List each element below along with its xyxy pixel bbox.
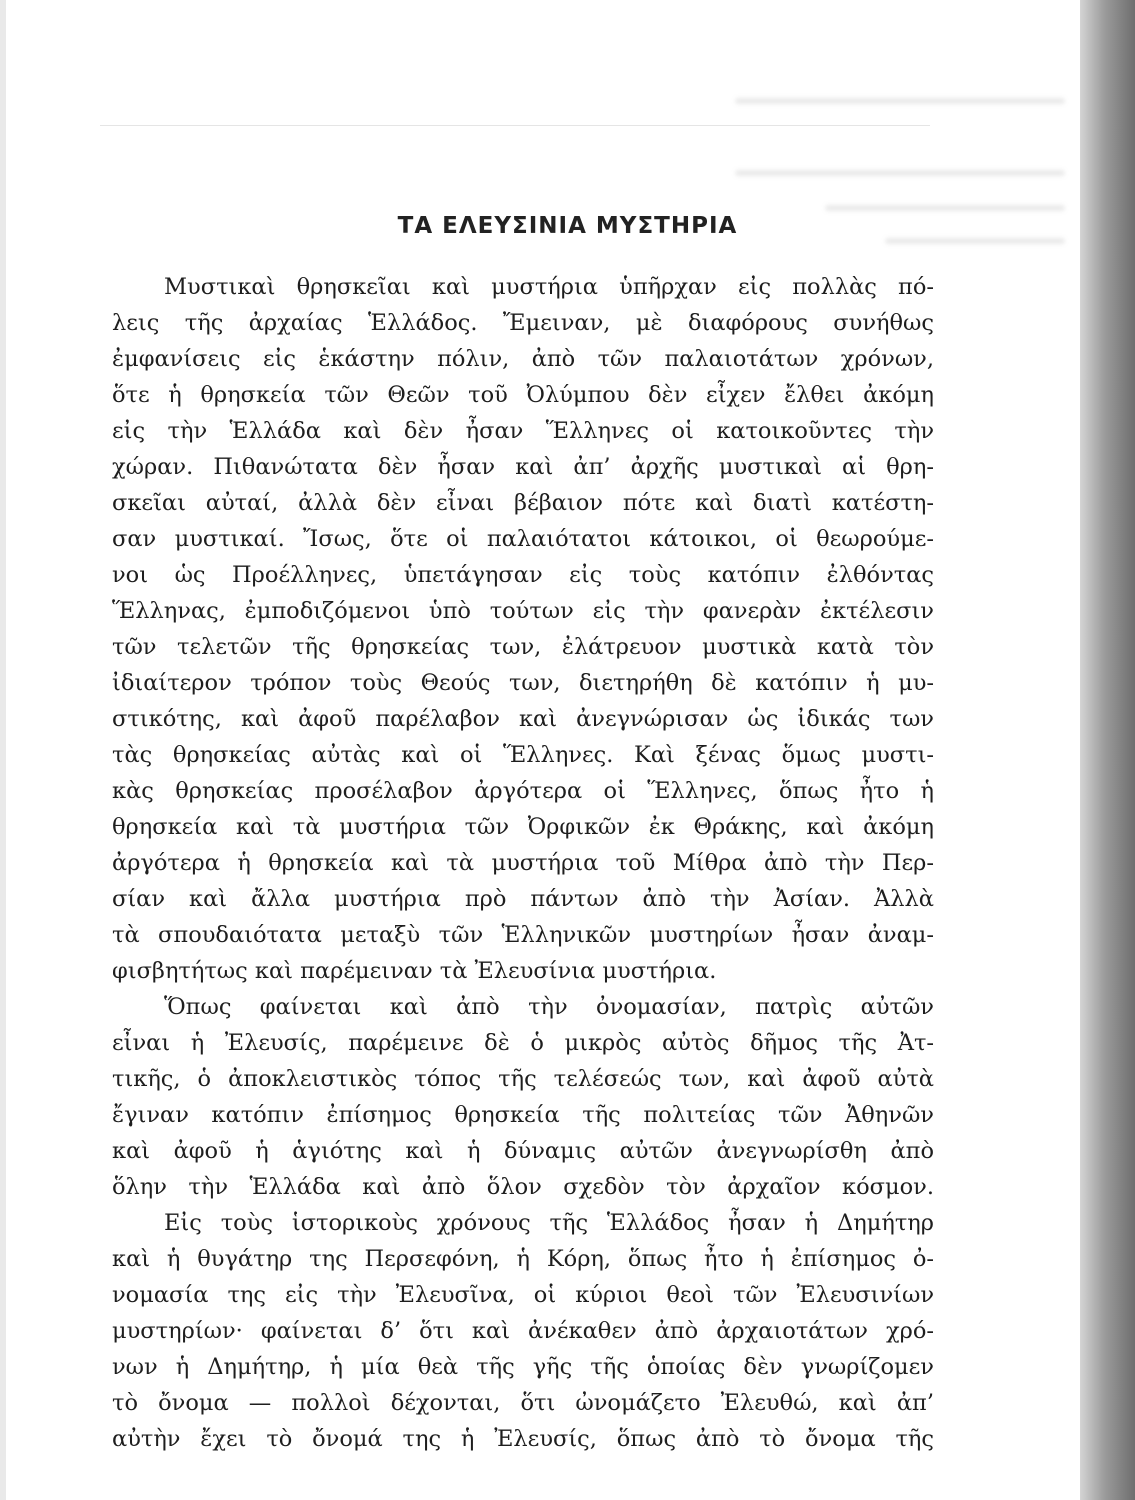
text-line: Ὅπως φαίνεται καὶ ἀπὸ τὴν ὀνομασίαν, πατρὶς αὐτῶν	[164, 994, 934, 1020]
text-line: τικῆς, ὁ ἀποκλειστικὸς τόπος τῆς τελέσεώς των, καὶ ἀφοῦ αὐτὰ	[112, 1066, 934, 1092]
chapter-title: ΤΑ ΕΛΕΥΣΙΝΙΑ ΜΥΣΤΗΡΙΑ	[397, 213, 738, 240]
text-line: σαν μυστικαί. Ἴσως, ὅτε οἱ παλαιότατοι κάτοικοι, οἱ θεωρούμε-	[112, 526, 934, 552]
show-through-rule	[100, 125, 930, 126]
text-line: αὐτὴν ἔχει τὸ ὄνομά της ἡ Ἐλευσίς, ὅπως ἀπὸ τὸ ὄνομα τῆς	[112, 1426, 934, 1452]
text-line: νων ἡ Δημήτηρ, ἡ μία θεὰ τῆς γῆς τῆς ὁποίας δὲν γνωρίζομεν	[112, 1354, 934, 1380]
text-line: ἀργότερα ἡ θρησκεία καὶ τὰ μυστήρια τοῦ Μίθρα ἀπὸ τὴν Περ-	[112, 850, 934, 876]
text-line: ὅλην τὴν Ἑλλάδα καὶ ἀπὸ ὅλον σχεδὸν τὸν ἀρχαῖον κόσμον.	[112, 1174, 934, 1200]
text-line: θρησκεία καὶ τὰ μυστήρια τῶν Ὀρφικῶν ἐκ Θράκης, καὶ ἀκόμη	[112, 814, 934, 840]
text-line: μυστηρίων· φαίνεται δ’ ὅτι καὶ ἀνέκαθεν ἀπὸ ἀρχαιοτάτων χρό-	[112, 1318, 934, 1344]
text-line: νομασία της εἰς τὴν Ἐλευσῖνα, οἱ κύριοι θεοὶ τῶν Ἐλευσινίων	[112, 1282, 934, 1308]
text-line: τὰ σπουδαιότατα μεταξὺ τῶν Ἑλληνικῶν μυστηρίων ἦσαν ἀναμ-	[112, 922, 934, 948]
text-line: εἰς τὴν Ἑλλάδα καὶ δὲν ἦσαν Ἕλληνες οἱ κατοικοῦντες τὴν	[112, 418, 934, 444]
text-line: ὅτε ἡ θρησκεία τῶν Θεῶν τοῦ Ὀλύμπου δὲν εἶχεν ἔλθει ἀκόμη	[112, 382, 934, 408]
text-line: χώραν. Πιθανώτατα δὲν ἦσαν καὶ ἀπ’ ἀρχῆς μυστικαὶ αἱ θρη-	[112, 454, 934, 480]
text-line: καὶ ἡ θυγάτηρ της Περσεφόνη, ἡ Κόρη, ὅπως ἦτο ἡ ἐπίσημος ὀ-	[112, 1246, 934, 1272]
text-line: τῶν τελετῶν τῆς θρησκείας των, ἐλάτρευον μυστικὰ κατὰ τὸν	[112, 634, 934, 660]
text-line: σίαν καὶ ἄλλα μυστήρια πρὸ πάντων ἀπὸ τὴν Ἀσίαν. Ἀλλὰ	[112, 886, 934, 912]
show-through-text	[735, 170, 1065, 176]
show-through-text	[735, 98, 1065, 104]
text-line: λεις τῆς ἀρχαίας Ἑλλάδος. Ἔμειναν, μὲ διαφόρους συνήθως	[112, 310, 934, 336]
text-line: καὶ ἀφοῦ ἡ ἁγιότης καὶ ἡ δύναμις αὐτῶν ἀνεγνωρίσθη ἀπὸ	[112, 1138, 934, 1164]
text-line: τὰς θρησκείας αὐτὰς καὶ οἱ Ἕλληνες. Καὶ ξένας ὅμως μυστι-	[112, 742, 934, 768]
text-line: εἶναι ἡ Ἐλευσίς, παρέμεινε δὲ ὁ μικρὸς αὐτὸς δῆμος τῆς Ἀτ-	[112, 1030, 934, 1056]
text-line: Μυστικαὶ θρησκεῖαι καὶ μυστήρια ὑπῆρχαν εἰς πολλὰς πό-	[164, 274, 934, 300]
text-line: ἔγιναν κατόπιν ἐπίσημος θρησκεία τῆς πολιτείας τῶν Ἀθηνῶν	[112, 1102, 934, 1128]
text-line: φισβητήτως καὶ παρέμειναν τὰ Ἐλευσίνια μυστήρια.	[112, 958, 717, 984]
text-line: σκεῖαι αὐταί, ἀλλὰ δὲν εἶναι βέβαιον πότε καὶ διατὶ κατέστη-	[112, 490, 934, 516]
text-line: στικότης, καὶ ἀφοῦ παρέλαβον καὶ ἀνεγνώρισαν ὡς ἰδικάς των	[112, 706, 934, 732]
text-line: τὸ ὄνομα — πολλοὶ δέχονται, ὅτι ὠνομάζετο Ἐλευθώ, καὶ ἀπ’	[112, 1390, 934, 1416]
text-line: κὰς θρησκείας προσέλαβον ἀργότερα οἱ Ἕλληνες, ὅπως ἦτο ἡ	[112, 778, 934, 804]
text-line: Ἕλληνας, ἐμποδιζόμενοι ὑπὸ τούτων εἰς τὴν φανερὰν ἐκτέλεσιν	[112, 598, 934, 624]
text-line: νοι ὡς Προέλληνες, ὑπετάγησαν εἰς τοὺς κατόπιν ἐλθόντας	[112, 562, 934, 588]
text-line: Εἰς τοὺς ἱστορικοὺς χρόνους τῆς Ἑλλάδος ἦσαν ἡ Δημήτηρ	[164, 1210, 934, 1236]
show-through-text	[825, 205, 1065, 211]
text-line: ἰδιαίτερον τρόπον τοὺς Θεούς των, διετηρήθη δὲ κατόπιν ἡ μυ-	[112, 670, 934, 696]
text-line: ἐμφανίσεις εἰς ἑκάστην πόλιν, ἀπὸ τῶν παλαιοτάτων χρόνων,	[112, 346, 934, 372]
